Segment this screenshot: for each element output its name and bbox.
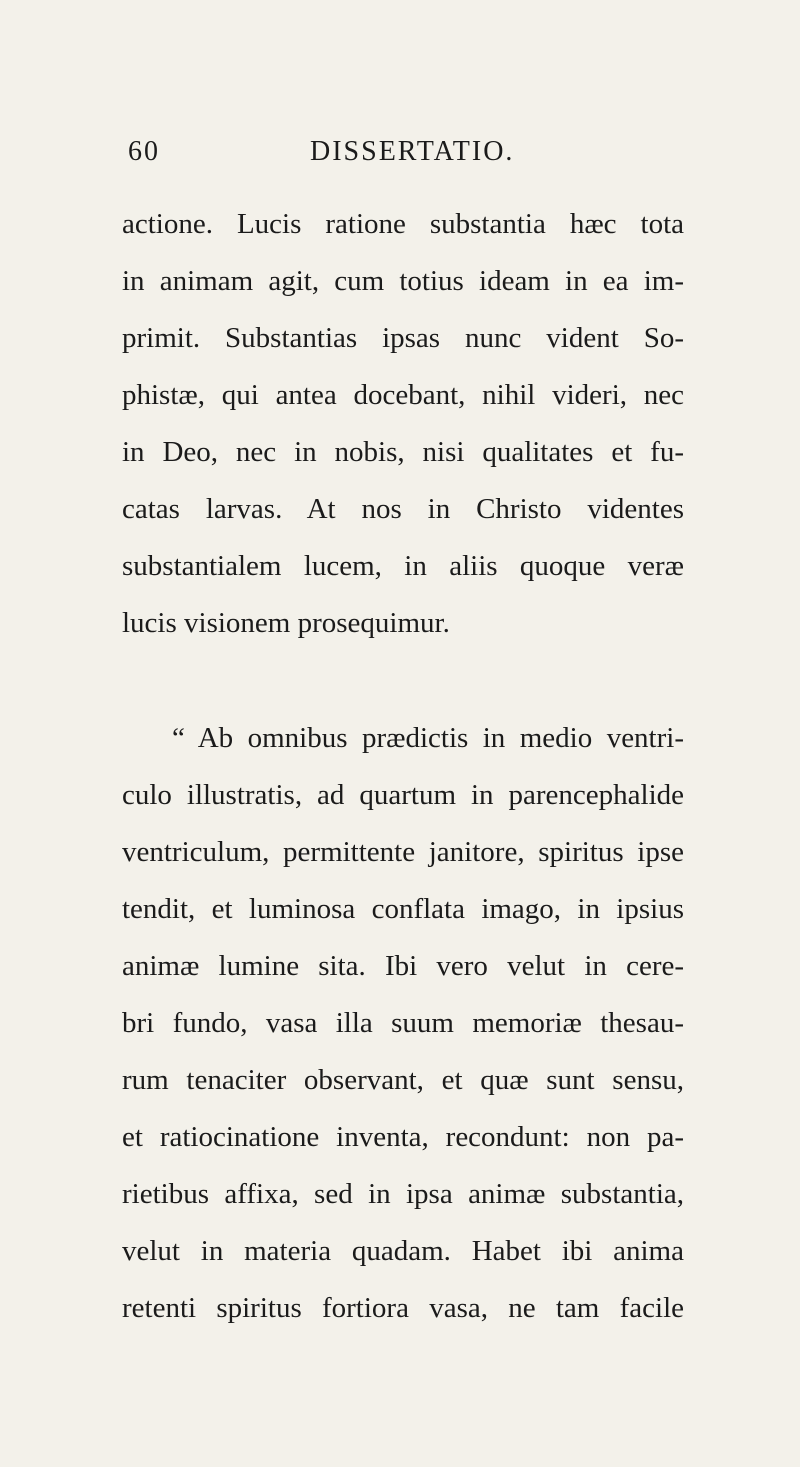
paragraph-gap: [122, 652, 684, 710]
text-line: “ Ab omnibus prædictis in medio ventri-: [172, 722, 684, 754]
text-line: primit. Substantias ipsas nunc vident So-: [122, 322, 684, 354]
text-line: actione. Lucis ratione substantia hæc tota: [122, 208, 684, 240]
text-line: velut in materia quadam. Habet ibi anima: [122, 1235, 684, 1267]
text-line: tendit, et luminosa conflata imago, in ipsius: [122, 893, 684, 925]
paragraph-2: [122, 710, 684, 1337]
text-line: rum tenaciter observant, et quæ sunt sensu,: [122, 1064, 684, 1096]
text-line: animæ lumine sita. Ibi vero velut in cere-: [122, 950, 684, 982]
text-line: lucis visionem prosequimur.: [122, 607, 450, 639]
text-line: in animam agit, cum totius ideam in ea im-: [122, 265, 684, 297]
text-line: culo illustratis, ad quartum in parencephalide: [122, 779, 684, 811]
paragraph-1: [122, 196, 684, 652]
running-title: DISSERTATIO.: [310, 136, 515, 167]
text-line: et ratiocinatione inventa, recondunt: non pa-: [122, 1121, 684, 1153]
body-text: [122, 196, 684, 1337]
text-line: rietibus affixa, sed in ipsa animæ substantia,: [122, 1178, 684, 1210]
running-head: [128, 136, 683, 176]
text-line: ventriculum, permittente janitore, spiritus ipse: [122, 836, 684, 868]
text-line: in Deo, nec in nobis, nisi qualitates et fu-: [122, 436, 684, 468]
text-line: phistæ, qui antea docebant, nihil videri, nec: [122, 379, 684, 411]
text-line: retenti spiritus fortiora vasa, ne tam facile: [122, 1292, 684, 1324]
text-line: catas larvas. At nos in Christo videntes: [122, 493, 684, 525]
page-number: 60: [128, 136, 160, 167]
text-line: substantialem lucem, in aliis quoque veræ: [122, 550, 684, 582]
text-line: bri fundo, vasa illa suum memoriæ thesau-: [122, 1007, 684, 1039]
